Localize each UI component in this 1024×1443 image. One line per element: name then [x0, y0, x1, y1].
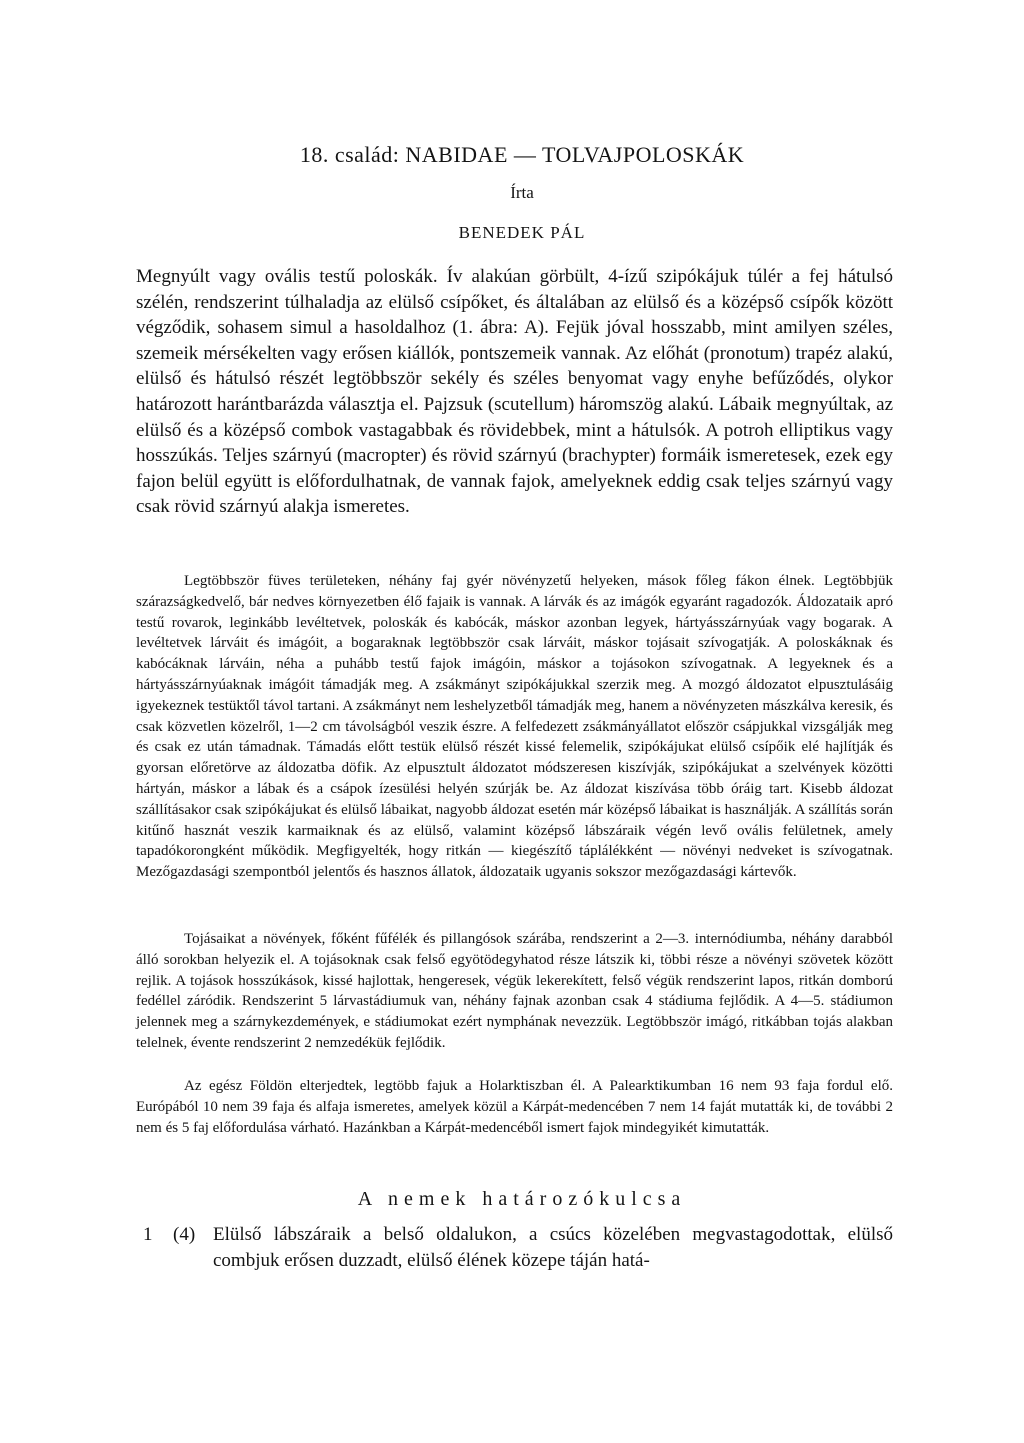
- body-paragraph-habitat: Legtöbbször füves területeken, néhány faj gyér növényzetű helyeken, mások főleg fákon élnek. Legtöbbjük szárazságkedvelő, bár nedves környezetben élő fajaik is vannak. A lárvák és az imágók egyaránt ragadozók. Áldozataik apró testű rovarok, leginkább levéltetvek, poloskák és kabócák, máskor azonban legyek, hártyásszárnyúak vagy bogarak. A levéltetvek lárváit és imágóit, a bogaraknak legtöbbször csak lárváit, máskor tojásait szívogatják. A poloskáknak és kabócáknak lárváin, néha a puhább testű fajok imágóin, máskor a tojásokon szívogatnak. A legyeknek és a hártyásszárnyúaknak imágóit támadják meg. A zsákmányt szipókájukkal szerzik meg. A mozgó áldozatot elpusztulásáig igyekeznek testüktől távol tartani. A zsákmányt nem leshelyzetből támadják meg, hanem a növényzeten mászkálva keresik, és csak közvetlen közelről, 1—2 cm távolságból veszik észre. A felfedezett zsákmányállatot először csápjukkal vizsgálják meg és csak ez után támadnak. Támadás előtt testük elülső részét kissé felemelik, szipókájukat elülső csípőik elé hajlítják és gyorsan előretörve az áldozatba döfik. Az elpusztult áldozatot módszeresen kiszívják, szipókájukat a szelvények közötti hártyán, máskor a lábak és a csápok ízesülési helyén szúrják be. Az áldozat kiszívása több óráig tart. Kisebb áldozat szállításakor csak szipókájukat és elülső lábaikat, nagyobb áldozat esetén már középső lábaikat is használják. A szállítás során kitűnő hasznát veszik karmaiknak és az elülső, valamint középső lábszáraik végén levő ovális felületnek, amely tapadókorongként működik. Megfigyelték, hogy ritkán — kiegészítő táplálékként — növényi nedveket is szívogatnak. Mezőgazdasági szempontból jelentős és hasznos állatok, áldozataik ugyanis sokszor mezőgazdasági kártevők.: [136, 573, 893, 881]
- chapter-title: 18. család: NABIDAE — TOLVAJPOLOSKÁK: [299, 142, 745, 167]
- key-entry-text: Elülső lábszáraik a belső oldalukon, a csúcs közelében megvastagodottak, elülső combjuk erősen duzzadt, elülső élének közepe táján hatá-: [213, 1224, 893, 1271]
- byline: Írta: [510, 183, 534, 202]
- key-entry-reference: (4): [173, 1224, 196, 1245]
- author-name: BENEDEK PÁL: [458, 223, 586, 242]
- body-paragraph-eggs: Tojásaikat a növények, főként fűfélék és pillangósok szárába, rendszerint a 2—3. internódiumba, néhány darabból álló sorokban helyezik el. A tojásoknak csak felső egyötödegyhatod része látszik ki, többi része a növényi szövetek között rejlik. A tojások hosszúkások, kissé hajlottak, hengeresek, végük lekerekített, felső végük rendszerint lapos, ritkán domború fedéllel záródik. Rendszerint 5 lárvastádiumuk van, néhány fajnak azonban csak 4 stádiuma fejlődik. A 4—5. stádiumon jelennek meg a szárnykezdemények, e stádiumokat ezért nymphának nevezzük. Legtöbbször imágó, ritkábban tojás alakban telelnek, évente rendszerint 2 nemzedékük fejlődik.: [136, 931, 893, 1051]
- key-entry-number: 1: [143, 1224, 153, 1245]
- body-paragraph-distribution: Az egész Földön elterjedtek, legtöbb fajuk a Holarktiszban él. A Palearktikumban 16 nem 93 faja fordul elő. Európából 10 nem 39 faja és alfaja ismeretes, amelyek közül a Kárpát-medencében 7 nem 14 faját mutatták ki, de további 2 nem és 5 faj előfordulása várható. Hazánkban a Kárpát-medencéből ismert fajok mindegyikét kimutatták.: [136, 1078, 893, 1136]
- intro-paragraph: Megnyúlt vagy ovális testű poloskák. Ív alakúan görbült, 4-ízű szipókájuk túlér a fej hátulsó szélén, rendszerint túlhaladja az elülső csípőket, és általában az elülső és a középső csípők között végződik, sohasem simul a hasoldalhoz (1. ábra: A). Fejük jóval hosszabb, mint amilyen széles, szemeik mérsékelten vagy erősen kiállók, pontszemeik vannak. Az előhát (pronotum) trapéz alakú, elülső és hátulsó részét legtöbbször sekély és széles benyomat vagy enyhe befűződés, olykor határozott harántbarázda választja el. Pajzsuk (scutellum) háromszög alakú. Lábaik megnyúltak, az elülső és a középső combok vastagabbak és rövidebbek, mint a hátulsók. A potroh elliptikus vagy hosszúkás. Teljes szárnyú (macropter) és rövid szárnyú (brachypter) formáik ismeretesek, ezek egy fajon belül együtt is előfordulhatnak, de vannak fajok, amelyeknek eddig csak teljes szárnyú vagy csak rövid szárnyú alakja ismeretes.: [136, 266, 893, 518]
- key-heading: A nemek határozókulcsa: [357, 1188, 687, 1210]
